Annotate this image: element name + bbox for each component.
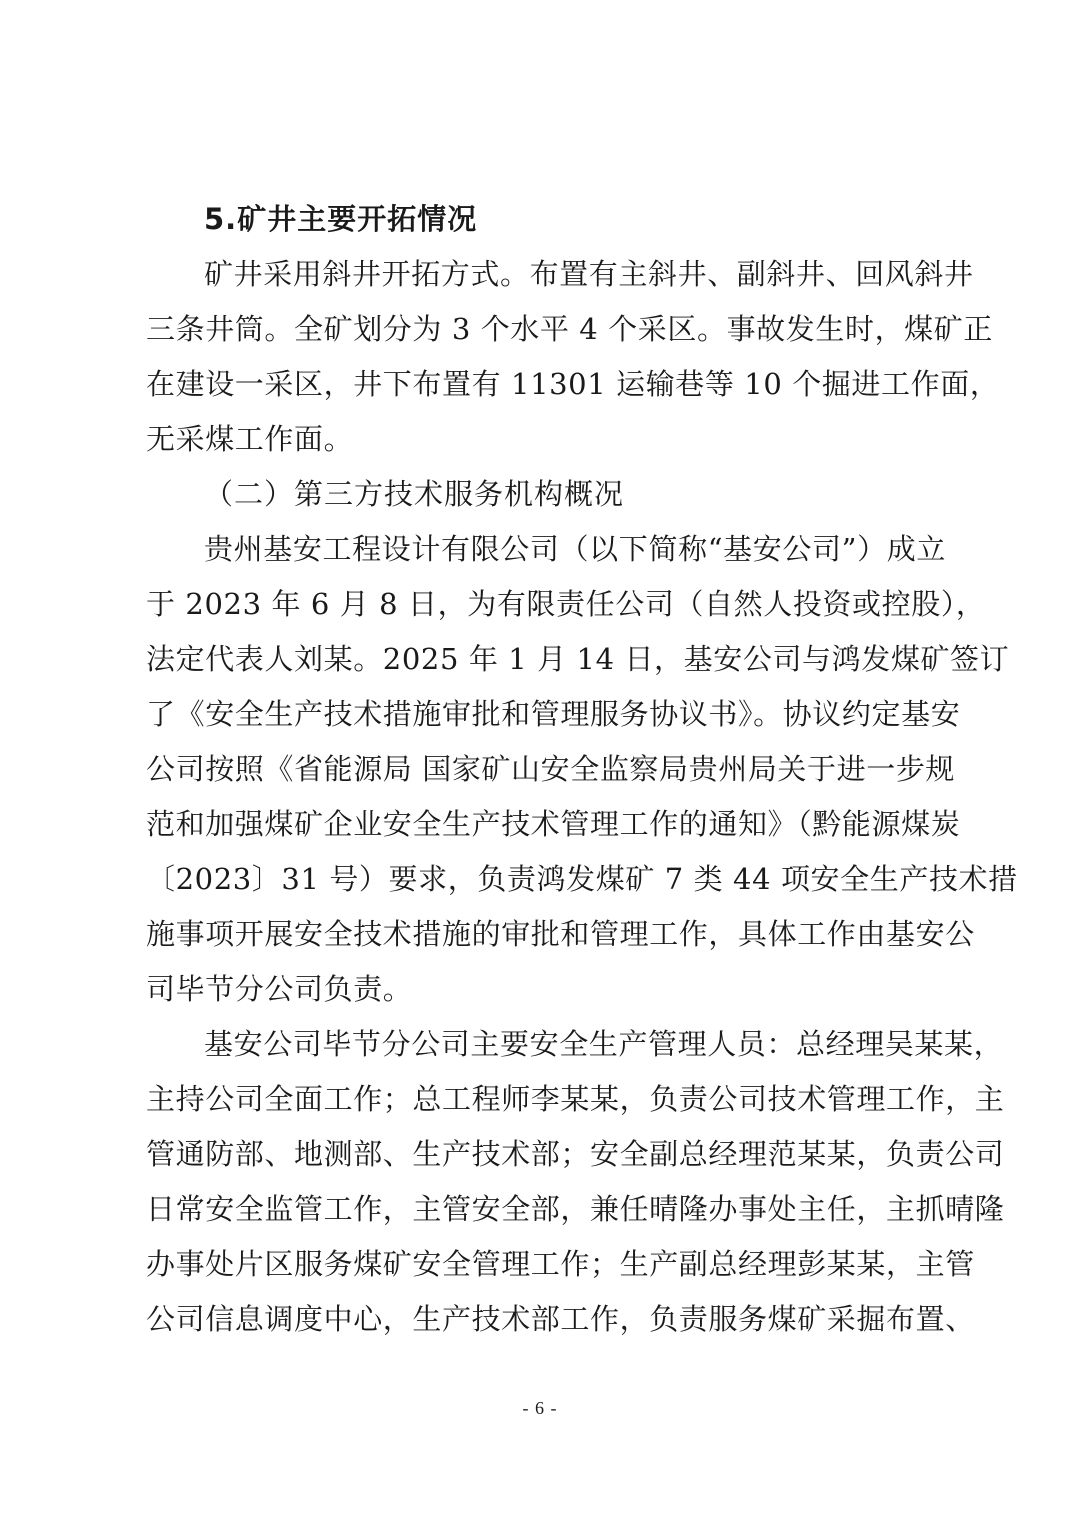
paragraph-line: 在建设一采区，井下布置有 11301 运输巷等 10 个掘进工作面，: [146, 367, 1000, 401]
paragraph-line: 基安公司毕节分公司主要安全生产管理人员：总经理吴某某，: [204, 1027, 1004, 1061]
paragraph-line: 公司信息调度中心，生产技术部工作，负责服务煤矿采掘布置、: [146, 1302, 975, 1336]
page-number: - 6 -: [522, 1398, 558, 1418]
paragraph-line: 矿井采用斜井开拓方式。布置有主斜井、副斜井、回风斜井: [204, 257, 974, 291]
paragraph-line: 法定代表人刘某。2025 年 1 月 14 日，基安公司与鸿发煤矿签订: [146, 642, 1010, 676]
paragraph-line: 贵州基安工程设计有限公司（以下简称“基安公司”）成立: [204, 532, 946, 566]
paragraph-line: 办事处片区服务煤矿安全管理工作；生产副总经理彭某某，主管: [146, 1247, 975, 1281]
paragraph-line: 日常安全监管工作，主管安全部，兼任晴隆办事处主任，主抓晴隆: [146, 1192, 1005, 1226]
section-heading-third-party: （二）第三方技术服务机构概况: [204, 477, 625, 511]
paragraph-line: 三条井筒。全矿划分为 3 个水平 4 个采区。事故发生时，煤矿正: [146, 312, 993, 346]
paragraph-line: 范和加强煤矿企业安全生产技术管理工作的通知》（黔能源煤炭: [146, 807, 961, 841]
paragraph-line: 了《安全生产技术措施审批和管理服务协议书》。协议约定基安: [146, 697, 961, 731]
paragraph-line: 无采煤工作面。: [146, 422, 354, 456]
paragraph-line: 施事项开展安全技术措施的审批和管理工作，具体工作由基安公: [146, 917, 975, 951]
section-heading-mine-development: 5.矿井主要开拓情况: [204, 202, 478, 236]
paragraph-line: 公司按照《省能源局 国家矿山安全监察局贵州局关于进一步规: [146, 752, 956, 786]
paragraph-line: 〔2023〕31 号）要求，负责鸿发煤矿 7 类 44 项安全生产技术措: [146, 862, 1018, 896]
paragraph-line: 于 2023 年 6 月 8 日，为有限责任公司（自然人投资或控股），: [146, 587, 986, 621]
paragraph-line: 主持公司全面工作；总工程师李某某，负责公司技术管理工作，主: [146, 1082, 1005, 1116]
paragraph-line: 司毕节分公司负责。: [146, 972, 413, 1006]
paragraph-line: 管通防部、地测部、生产技术部；安全副总经理范某某，负责公司: [146, 1137, 1005, 1171]
